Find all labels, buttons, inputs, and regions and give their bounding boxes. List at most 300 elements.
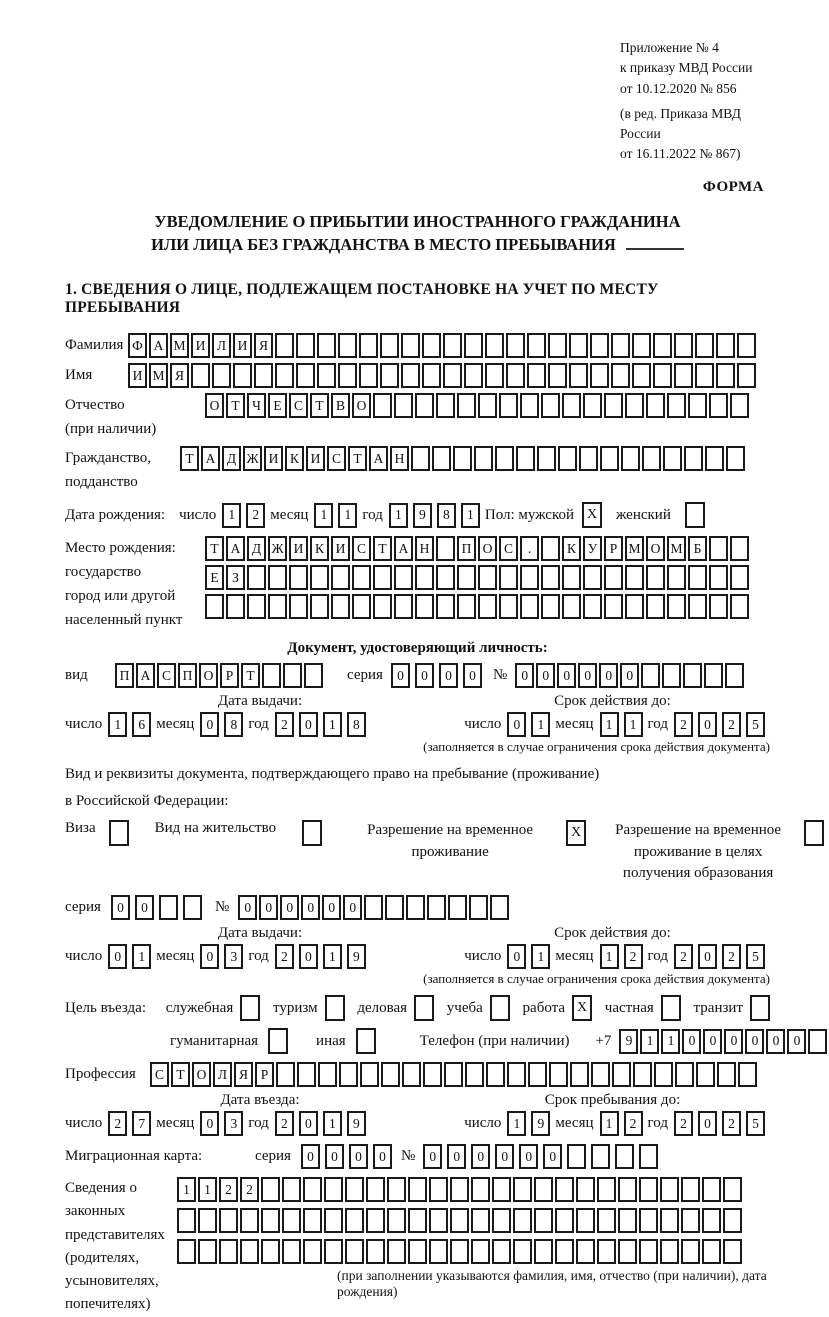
temp-permit-option bbox=[344, 820, 586, 864]
char-box: 0 bbox=[373, 1144, 392, 1169]
char-box bbox=[254, 363, 273, 388]
char-box bbox=[324, 1177, 343, 1202]
char-box: А bbox=[369, 446, 388, 471]
residence-valid-year bbox=[674, 944, 770, 969]
char-box bbox=[632, 333, 651, 358]
year-label: год bbox=[647, 1115, 668, 1132]
char-box bbox=[402, 1062, 421, 1087]
char-box: 0 bbox=[620, 663, 639, 688]
char-box bbox=[457, 393, 476, 418]
char-box bbox=[450, 1177, 469, 1202]
char-box: 1 bbox=[132, 944, 151, 969]
char-box bbox=[625, 594, 644, 619]
char-box: Я bbox=[170, 363, 189, 388]
char-box: 0 bbox=[519, 1144, 538, 1169]
char-box bbox=[366, 1239, 385, 1264]
stay-day bbox=[507, 1111, 555, 1136]
char-box: 1 bbox=[177, 1177, 196, 1202]
char-box: 1 bbox=[338, 503, 357, 528]
purpose-humanitarian-label: гуманитарная bbox=[170, 1032, 259, 1049]
char-box bbox=[723, 1208, 742, 1233]
char-box: 9 bbox=[619, 1029, 638, 1054]
purpose-humanitarian-checkbox bbox=[268, 1028, 288, 1054]
char-box bbox=[296, 333, 315, 358]
char-box: Т bbox=[226, 393, 245, 418]
residence-permit-checkbox bbox=[302, 820, 322, 846]
doc-valid-date bbox=[464, 712, 770, 737]
char-box bbox=[513, 1239, 532, 1264]
char-box bbox=[310, 594, 329, 619]
char-box: 9 bbox=[347, 1111, 366, 1136]
char-box bbox=[411, 446, 430, 471]
phone-label: Телефон (при наличии) bbox=[419, 1032, 570, 1049]
char-box: 0 bbox=[515, 663, 534, 688]
char-box: 0 bbox=[301, 895, 320, 920]
form-title-line1: УВЕДОМЛЕНИЕ О ПРИБЫТИИ ИНОСТРАННОГО ГРАЖДАНИНА bbox=[154, 211, 681, 231]
char-box bbox=[675, 1062, 694, 1087]
amendment-line: от 16.11.2022 № 867) bbox=[620, 146, 741, 162]
valid-until-header: Срок действия до: bbox=[554, 925, 671, 942]
char-box bbox=[641, 663, 660, 688]
day-label: число bbox=[464, 1115, 502, 1132]
char-box bbox=[583, 594, 602, 619]
residence-issue-month bbox=[200, 944, 248, 969]
char-box: Д bbox=[222, 446, 241, 471]
char-box: 0 bbox=[135, 895, 154, 920]
char-box bbox=[457, 594, 476, 619]
entry-day bbox=[108, 1111, 156, 1136]
birth-place-block bbox=[65, 536, 770, 632]
representatives-label-line: Сведения о bbox=[65, 1180, 137, 1197]
entry-year bbox=[275, 1111, 371, 1136]
char-box bbox=[709, 393, 728, 418]
char-box bbox=[534, 1239, 553, 1264]
char-box: Т bbox=[205, 536, 224, 561]
section1-heading: 1. СВЕДЕНИЯ О ЛИЦЕ, ПОДЛЕЖАЩЕМ ПОСТАНОВКЕ НА УЧЕТ ПО МЕСТУ ПРЕБЫВАНИЯ bbox=[65, 281, 659, 317]
citizenship-label-line2: подданство bbox=[65, 474, 138, 491]
char-box bbox=[621, 446, 640, 471]
purpose-label: туризм bbox=[272, 999, 318, 1016]
char-box bbox=[471, 1177, 490, 1202]
purpose-other-label: иная bbox=[316, 1032, 346, 1049]
migration-card-row bbox=[65, 1144, 770, 1169]
char-box bbox=[408, 1177, 427, 1202]
form-marker: ФОРМА bbox=[702, 178, 764, 195]
char-box bbox=[520, 393, 539, 418]
year-label: год bbox=[647, 716, 668, 733]
char-box bbox=[709, 536, 728, 561]
char-box bbox=[667, 393, 686, 418]
residence-issue-date bbox=[65, 944, 424, 969]
surname-label: Фамилия bbox=[65, 337, 124, 354]
char-box: 1 bbox=[600, 1111, 619, 1136]
char-box bbox=[660, 1208, 679, 1233]
char-box: И bbox=[306, 446, 325, 471]
birth-date-label: Дата рождения: bbox=[65, 506, 166, 523]
entry-date-group bbox=[65, 1111, 424, 1136]
char-box bbox=[453, 446, 472, 471]
char-box bbox=[282, 1177, 301, 1202]
char-box bbox=[646, 565, 665, 590]
char-box: 1 bbox=[507, 1111, 526, 1136]
char-box: 1 bbox=[222, 503, 241, 528]
char-box bbox=[385, 895, 404, 920]
temp-permit-label: Разрешение на временное проживание bbox=[367, 821, 534, 860]
char-box bbox=[716, 363, 735, 388]
char-box bbox=[345, 1239, 364, 1264]
char-box: С bbox=[157, 663, 176, 688]
char-box bbox=[549, 1062, 568, 1087]
residence-doc-options bbox=[65, 819, 782, 885]
char-box: Я bbox=[234, 1062, 253, 1087]
char-box bbox=[576, 1208, 595, 1233]
char-box: 0 bbox=[423, 1144, 442, 1169]
residence-dates-row bbox=[65, 944, 770, 969]
char-box bbox=[471, 1239, 490, 1264]
residence-doc-intro-line2: в Российской Федерации: bbox=[65, 792, 229, 809]
char-box bbox=[492, 1177, 511, 1202]
char-box bbox=[338, 333, 357, 358]
char-box bbox=[275, 333, 294, 358]
char-box bbox=[366, 1177, 385, 1202]
month-label: месяц bbox=[156, 1115, 195, 1132]
residence-dates-headers bbox=[65, 925, 770, 942]
char-box: 8 bbox=[347, 712, 366, 737]
char-box bbox=[303, 1239, 322, 1264]
representatives-label-line: попечителях) bbox=[65, 1296, 151, 1313]
char-box bbox=[618, 1177, 637, 1202]
char-box bbox=[422, 333, 441, 358]
char-box bbox=[653, 333, 672, 358]
char-box bbox=[212, 363, 231, 388]
char-box bbox=[570, 1062, 589, 1087]
char-box: 1 bbox=[640, 1029, 659, 1054]
char-box: А bbox=[201, 446, 220, 471]
char-box bbox=[401, 363, 420, 388]
char-box bbox=[373, 594, 392, 619]
char-box bbox=[639, 1208, 658, 1233]
char-box: 9 bbox=[531, 1111, 550, 1136]
doc-issue-day bbox=[108, 712, 156, 737]
char-box bbox=[662, 663, 681, 688]
char-box bbox=[723, 1239, 742, 1264]
char-box: Ф bbox=[128, 333, 147, 358]
char-box bbox=[520, 565, 539, 590]
char-box: 0 bbox=[200, 1111, 219, 1136]
char-box bbox=[541, 393, 560, 418]
char-box bbox=[642, 446, 661, 471]
char-box: М bbox=[149, 363, 168, 388]
year-label: год bbox=[647, 948, 668, 965]
char-box bbox=[702, 1177, 721, 1202]
char-box: 9 bbox=[347, 944, 366, 969]
day-label: число bbox=[65, 716, 103, 733]
char-box: 2 bbox=[674, 1111, 693, 1136]
sex-male-label: Пол: мужской bbox=[484, 506, 575, 523]
char-box bbox=[506, 333, 525, 358]
char-box bbox=[331, 565, 350, 590]
profession-row bbox=[65, 1062, 770, 1087]
char-box bbox=[492, 1208, 511, 1233]
patronymic-boxes bbox=[205, 393, 751, 418]
stay-until-header: Срок пребывания до: bbox=[544, 1092, 681, 1109]
representatives-label-line: усыновителях, bbox=[65, 1273, 159, 1290]
char-box: Т bbox=[241, 663, 260, 688]
representatives-note: (при заполнении указываются фамилия, имя, отчество (при наличии), дата рождения) bbox=[337, 1268, 767, 1300]
char-box: 2 bbox=[722, 944, 741, 969]
stay-month bbox=[600, 1111, 648, 1136]
residence-series-boxes bbox=[111, 895, 207, 920]
char-box bbox=[576, 1239, 595, 1264]
phone-boxes bbox=[619, 1029, 829, 1054]
char-box bbox=[436, 594, 455, 619]
char-box: 2 bbox=[275, 1111, 294, 1136]
char-box: 2 bbox=[624, 1111, 643, 1136]
char-box: С bbox=[327, 446, 346, 471]
char-box: 2 bbox=[722, 712, 741, 737]
residence-doc-intro bbox=[65, 761, 770, 814]
identity-doc-row bbox=[65, 663, 770, 688]
char-box: 1 bbox=[314, 503, 333, 528]
purpose-label: деловая bbox=[357, 999, 408, 1016]
char-box: 0 bbox=[471, 1144, 490, 1169]
char-box: О bbox=[646, 536, 665, 561]
char-box bbox=[318, 1062, 337, 1087]
char-box bbox=[495, 446, 514, 471]
char-box bbox=[681, 1208, 700, 1233]
char-box: 0 bbox=[415, 663, 434, 688]
char-box bbox=[726, 446, 745, 471]
char-box bbox=[612, 1062, 631, 1087]
char-box: 0 bbox=[536, 663, 555, 688]
residence-valid-day bbox=[507, 944, 555, 969]
annex-line: от 10.12.2020 № 856 bbox=[620, 80, 737, 96]
char-box: 7 bbox=[132, 1111, 151, 1136]
given-name-boxes bbox=[128, 363, 758, 388]
char-box bbox=[373, 393, 392, 418]
char-box: 0 bbox=[599, 663, 618, 688]
surname-row bbox=[65, 333, 770, 358]
char-box bbox=[381, 1062, 400, 1087]
char-box: Т bbox=[180, 446, 199, 471]
char-box: Л bbox=[213, 1062, 232, 1087]
char-box: 2 bbox=[108, 1111, 127, 1136]
char-box bbox=[548, 333, 567, 358]
char-box bbox=[653, 363, 672, 388]
char-box: Н bbox=[390, 446, 409, 471]
char-box: П bbox=[457, 536, 476, 561]
sex-female-label: женский bbox=[616, 506, 671, 523]
char-box: 2 bbox=[624, 944, 643, 969]
char-box: М bbox=[625, 536, 644, 561]
char-box: М bbox=[667, 536, 686, 561]
char-box: 0 bbox=[299, 1111, 318, 1136]
char-box bbox=[590, 363, 609, 388]
purpose-label: частная bbox=[604, 999, 654, 1016]
char-box: 2 bbox=[246, 503, 265, 528]
char-box bbox=[429, 1239, 448, 1264]
char-box: 0 bbox=[766, 1029, 785, 1054]
char-box bbox=[567, 1144, 586, 1169]
char-box: 0 bbox=[280, 895, 299, 920]
char-box bbox=[450, 1239, 469, 1264]
char-box: И bbox=[233, 333, 252, 358]
purpose-label: работа bbox=[522, 999, 566, 1016]
char-box bbox=[387, 1208, 406, 1233]
purpose-study-checkbox bbox=[490, 995, 510, 1021]
char-box bbox=[492, 1239, 511, 1264]
char-box bbox=[562, 594, 581, 619]
char-box bbox=[730, 594, 749, 619]
representatives-label-line: (родителях, bbox=[65, 1249, 140, 1266]
char-box: 0 bbox=[299, 944, 318, 969]
char-box bbox=[485, 333, 504, 358]
representatives-row2 bbox=[177, 1208, 770, 1233]
birth-place-row1 bbox=[205, 536, 751, 561]
char-box bbox=[240, 1208, 259, 1233]
representatives-row3 bbox=[177, 1239, 770, 1264]
form-title-line2: ИЛИ ЛИЦА БЕЗ ГРАЖДАНСТВА В МЕСТО ПРЕБЫВАНИЯ bbox=[65, 233, 770, 257]
birth-place-label-line2: государство bbox=[65, 564, 142, 581]
doc-number-label: № bbox=[492, 667, 508, 684]
doc-valid-day bbox=[507, 712, 555, 737]
char-box bbox=[247, 565, 266, 590]
char-box: 1 bbox=[600, 944, 619, 969]
char-box bbox=[528, 1062, 547, 1087]
doc-issue-month bbox=[200, 712, 248, 737]
char-box: 0 bbox=[447, 1144, 466, 1169]
char-box bbox=[338, 363, 357, 388]
char-box bbox=[486, 1062, 505, 1087]
month-label: месяц bbox=[156, 948, 195, 965]
char-box bbox=[534, 1177, 553, 1202]
char-box bbox=[506, 363, 525, 388]
char-box: 0 bbox=[463, 663, 482, 688]
char-box: Н bbox=[415, 536, 434, 561]
char-box: 0 bbox=[238, 895, 257, 920]
char-box: Е bbox=[205, 565, 224, 590]
char-box bbox=[268, 594, 287, 619]
char-box: 1 bbox=[389, 503, 408, 528]
patronymic-label bbox=[65, 393, 205, 441]
birth-place-label bbox=[65, 536, 205, 632]
char-box bbox=[674, 333, 693, 358]
char-box: С bbox=[289, 393, 308, 418]
char-box bbox=[625, 565, 644, 590]
char-box bbox=[415, 393, 434, 418]
char-box bbox=[191, 363, 210, 388]
char-box: С bbox=[499, 536, 518, 561]
char-box bbox=[507, 1062, 526, 1087]
char-box: 0 bbox=[301, 1144, 320, 1169]
char-box bbox=[345, 1208, 364, 1233]
char-box bbox=[394, 565, 413, 590]
char-box bbox=[360, 1062, 379, 1087]
char-box: З bbox=[226, 565, 245, 590]
purpose-transit-checkbox bbox=[750, 995, 770, 1021]
char-box bbox=[688, 393, 707, 418]
char-box bbox=[591, 1062, 610, 1087]
visa-label: Виза bbox=[65, 819, 96, 836]
char-box: 0 bbox=[325, 1144, 344, 1169]
char-box: 0 bbox=[349, 1144, 368, 1169]
char-box: 1 bbox=[461, 503, 480, 528]
char-box bbox=[541, 565, 560, 590]
char-box bbox=[432, 446, 451, 471]
purpose-private-checkbox bbox=[661, 995, 681, 1021]
stay-until-group bbox=[464, 1111, 770, 1136]
doc-kind-label: вид bbox=[65, 667, 88, 684]
char-box bbox=[704, 663, 723, 688]
char-box bbox=[261, 1177, 280, 1202]
char-box bbox=[737, 333, 756, 358]
annex-block bbox=[620, 38, 770, 165]
char-box: 0 bbox=[507, 944, 526, 969]
year-label: год bbox=[248, 948, 269, 965]
char-box bbox=[422, 363, 441, 388]
char-box bbox=[604, 565, 623, 590]
stay-year bbox=[674, 1111, 770, 1136]
char-box bbox=[317, 363, 336, 388]
char-box bbox=[527, 363, 546, 388]
char-box bbox=[268, 565, 287, 590]
char-box bbox=[478, 393, 497, 418]
char-box bbox=[562, 393, 581, 418]
migration-card-label: Миграционная карта: bbox=[65, 1148, 203, 1165]
char-box bbox=[576, 1177, 595, 1202]
char-box: 0 bbox=[391, 663, 410, 688]
char-box bbox=[297, 1062, 316, 1087]
char-box: 0 bbox=[111, 895, 130, 920]
month-label: месяц bbox=[555, 948, 594, 965]
char-box bbox=[548, 363, 567, 388]
char-box: 0 bbox=[200, 944, 219, 969]
phone-prefix: +7 bbox=[595, 1032, 612, 1049]
representatives-block bbox=[65, 1177, 770, 1317]
char-box bbox=[474, 446, 493, 471]
char-box: Б bbox=[688, 536, 707, 561]
purpose-study bbox=[447, 995, 510, 1021]
char-box bbox=[660, 1177, 679, 1202]
char-box bbox=[219, 1208, 238, 1233]
char-box bbox=[541, 536, 560, 561]
char-box bbox=[646, 594, 665, 619]
char-box bbox=[198, 1208, 217, 1233]
char-box: К bbox=[285, 446, 304, 471]
char-box: И bbox=[191, 333, 210, 358]
char-box: 3 bbox=[224, 944, 243, 969]
char-box: Е bbox=[268, 393, 287, 418]
char-box: 1 bbox=[624, 712, 643, 737]
char-box bbox=[702, 1208, 721, 1233]
char-box: 0 bbox=[578, 663, 597, 688]
char-box bbox=[219, 1239, 238, 1264]
char-box bbox=[289, 565, 308, 590]
char-box bbox=[569, 333, 588, 358]
char-box: . bbox=[520, 536, 539, 561]
char-box: 0 bbox=[507, 712, 526, 737]
char-box bbox=[364, 895, 383, 920]
char-box: И bbox=[331, 536, 350, 561]
annex-line: Приложение № 4 bbox=[620, 40, 719, 55]
char-box bbox=[555, 1239, 574, 1264]
given-name-label: Имя bbox=[65, 367, 93, 384]
char-box: 2 bbox=[240, 1177, 259, 1202]
char-box bbox=[478, 594, 497, 619]
char-box bbox=[465, 1062, 484, 1087]
residence-issue-year bbox=[275, 944, 371, 969]
char-box bbox=[394, 393, 413, 418]
